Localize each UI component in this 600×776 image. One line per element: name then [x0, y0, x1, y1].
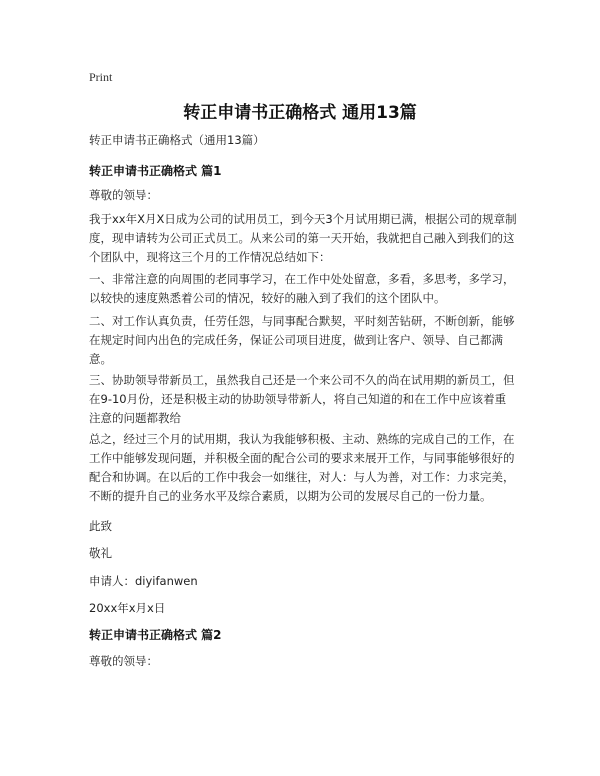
closing-salutation: 此致 [89, 519, 112, 533]
date-line: 20xx年x月x日 [89, 601, 166, 615]
paragraph-intro: 我于xx年X月X日成为公司的试用员工，到今天3个月试用期已满，根据公司的规章制度，现申请转为公司正式员工。从来公司的第一天开始，我就把自己融入到我们的这个团队中，现将这三个月的工作情况总结如下： [89, 212, 517, 264]
applicant-line: 申请人：diyifanwen [89, 574, 198, 588]
page-title: 转正申请书正确格式 通用13篇 [183, 103, 417, 123]
section-heading-1: 转正申请书正确格式 篇1 [89, 164, 222, 178]
document-subtitle: 转正申请书正确格式（通用13篇） [89, 133, 265, 147]
paragraph-point-3: 三、协助领导带新员工，虽然我自己还是一个来公司不久的尚在试用期的新员工，但在9-10月份，还是积极主动的协助领导带新人，将自己知道的和在工作中应该着重注意的问题都教给 [89, 373, 515, 425]
greeting-2: 尊敬的领导： [89, 654, 158, 668]
paragraph-point-2: 二、对工作认真负责，任劳任怨，与同事配合默契，平时刻苦钻研，不断创新，能够在规定时间内出色的完成任务，保证公司项目进度，做到让客户、领导、自己都满意。 [89, 314, 515, 366]
print-label: Print [89, 70, 113, 84]
greeting-1: 尊敬的领导： [89, 188, 158, 202]
paragraph-summary: 总之，经过三个月的试用期，我认为我能够积极、主动、熟练的完成自己的工作，在工作中能够发现问题，并积极全面的配合公司的要求来展开工作，与同事能够很好的配合和协调。在以后的工作中我会一如继往，对人：与人为善，对工作：力求完美，不断的提升自己的业务水平及综合素质，以期为公司的发展尽自己的一份力量。 [89, 432, 515, 503]
paragraph-point-1: 一、非常注意的向周围的老同事学习，在工作中处处留意，多看，多思考，多学习，以较快的速度熟悉着公司的情况，较好的融入到了我们的这个团队中。 [89, 272, 515, 305]
closing-regards: 敬礼 [89, 546, 112, 560]
section-heading-2: 转正申请书正确格式 篇2 [89, 628, 222, 642]
